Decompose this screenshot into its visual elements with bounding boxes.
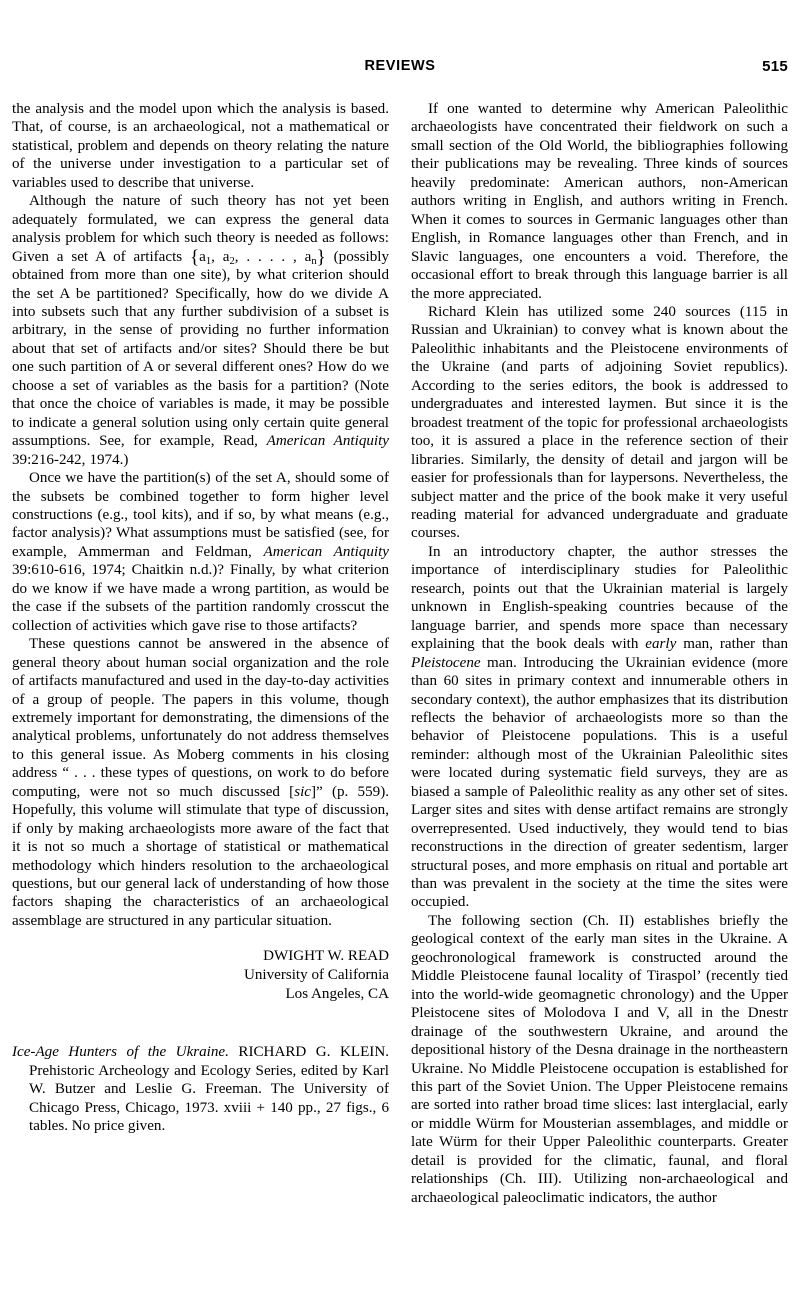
page-title: REVIEWS [364,58,436,74]
paragraph-text: The following section (Ch. II) establishes briefly the geological context of the early man sites in the Ukraine. A geochronological framework is constructed around the Middle Pleistocene faunal locality of Tiraspol’ (recently tied into the world-wide geomagnetic chronology) and the Upper Pleistocene sites of Molodova I and V, all in the Dnestr drainage of the southwestern Ukraine, and around the depositional history of the Desna drainage in the northeastern Ukraine. No Middle Pleistocene occupation is established for this part of the Soviet Union. The Upper Pleistocene remains are sorted into rather broad time slices: last interglacial, early or middle Würm for Mousterian assemblages, and middle or late Würm for their Upper Paleolithic counterparts. Greater detail is provided for the climatic, faunal, and floral relationships (Ch. III). Utilizing non-archaeological and archaeological paleoclimatic indicators, the author [411,912,788,1206]
running-head [12,58,788,76]
subscript-2: 2 [229,255,235,267]
two-column-body [12,100,788,1207]
subscript-n: n [311,255,317,267]
review-signature [12,947,389,1003]
paragraph-text-part: Once we have the partition(s) of the set A, should some of the subsets be combined together to form higher level constructions (e.g., tool kits), and if so, by what means (e.g., factor analysis)? What assumptions must be satisfied (see, for example, Ammerman and Feldman, [12,470,389,560]
emphasis-early: early [645,636,677,653]
sic-annotation: sic [294,783,311,800]
paragraph [12,635,389,930]
paragraph [411,543,788,912]
signature-location: Los Angeles, CA [285,985,389,1002]
paragraph [411,303,788,543]
paragraph-text-part: 39:610-616, 1974; Chaitkin n.d.)? Finally, by what criterion do we know if we have made a wrong partition, as would be the case if the subsets of the partition randomly crosscut the collection of activities which gave rise to those artifacts? [12,562,389,634]
citation-journal-title: American Antiquity [266,433,389,450]
paragraph [411,912,788,1207]
right-column [411,100,788,1207]
paragraph-text-part: These questions cannot be answered in the absence of general theory about human social organization and the role of artifacts manufactured and used in the day-to-day activities of a group of people. The papers in this volume, though extremely important for demonstrating, the dimensions of the analytical problems, unfortunately do not address themselves to this general issue. As Moberg comments in his closing address “ . . . these types of questions, on work to do before computing, were not so much discussed [ [12,636,389,800]
paragraph-text-part: In an introductory chapter, the author stresses the importance of interdisciplinary studies for Paleolithic research, points out that the Ukrainian material is largely unknown in English-speaking countries because of the language barrier, and spends more space than necessary explaining that the book deals with [411,543,788,653]
open-brace-glyph: { [190,246,200,268]
set-ellipsis: , . . . . , a [234,248,312,265]
citation-journal-title: American Antiquity [263,543,389,560]
set-element-a1: a [199,248,206,265]
book-citation-entry [12,1043,389,1135]
paragraph-text-part: (possibly obtained from more than one site), by what criterion should the set A be partitioned? Specifically, how do we divide A into subsets such that any further subdivision of a subset is arbitrary, in the sense of providing no further information about that set of artifacts and/or sites? Should there be but one such partition of A or several different ones? How do we choose a set of variables as the basis for a partition? (Note that once the choice of variables is made, it may be possible to indicate a general solution using only certain quite general assumptions. See, for example, Read, [12,248,389,450]
paragraph-text: If one wanted to determine why American Paleolithic archaeologists have concentrated their fieldwork on such a small section of the Old World, the bibliographies following their publications may be revealing. Three kinds of sources heavily predominate: American authors, non-American authors writing in English, and authors writing in French. When it comes to sources in Germanic languages other than English, in Romance languages other than French, and in Slavic languages, one encounters a void. Therefore, the occasional effort to break through this language barrier is all the more appreciated. [411,101,788,302]
paragraph-with-set-notation [12,192,389,469]
close-brace-glyph: } [316,246,326,268]
paragraph-text-part: Although the nature of such theory has not yet been adequately formulated, we can express the general data analysis problem for which such theory is needed as follows: Given a set A of artifacts [12,193,389,265]
paragraph-text-part: man. Introducing the Ukrainian evidence (more than 60 sites in primary context and innumerable others in secondary context), the author emphasizes that its distribution reflects the behavior of archaeologists more so than the behavior of Pleistocene populations. This is a useful reminder: although most of the Ukrainian Paleolithic sites were located during systematic field surveys, they are as biased a sample of Paleolithic reality as any other set of sites. Larger sites and sites with dense artifact remains are strongly overrepresented. Used inductively, they would tend to bias reconstructions in the direction of greater sedentism, larger structural poses, and more emphasis on ritual and portable art than was prevalent in the society at the time the sites were occupied. [411,654,788,911]
left-column [12,100,389,1207]
paragraph [12,100,389,192]
set-notation [190,246,326,268]
subscript-1: 1 [205,255,212,267]
paragraph-text: Richard Klein has utilized some 240 sources (115 in Russian and Ukrainian) to convey what is known about the Paleolithic inhabitants and the Pleistocene environments of the Ukraine (and parts of adjoining Soviet republics). According to the series editors, the book is addressed to undergraduates and interested laymen. But since it is the broadest treatment of the topic for professional archaeologists too, it is assured a place in the reference section of their libraries. Similarly, the density of detail and jargon will be easier for professionals than for laypersons. Nevertheless, the subject matter and the price of the book make it very useful reading material for advanced undergraduate and graduate courses. [411,303,788,542]
paragraph [411,100,788,303]
paragraph [12,469,389,635]
emphasis-pleistocene: Pleistocene [411,654,481,671]
set-separator: , a [211,248,230,265]
paragraph-text-part: ]” (p. 559). Hopefully, this volume will stimulate that type of discussion, if only by making archaeologists more aware of the fact that it is not so much a shortage of statistical or mathematical methodology which hinders resolution to the archaeological questions, but our general lack of understanding of how those factors shaping the characteristics of an archaeological assemblage are structured in any particular situation. [12,783,389,929]
signature-author: DWIGHT W. READ [263,948,389,965]
citation-volume-pages: 39:216-242, 1974.) [12,451,129,468]
book-title: Ice-Age Hunters of the Ukraine. [12,1044,229,1061]
book-citation-details: RICHARD G. KLEIN. Prehistoric Archeology and Ecology Series, edited by Karl W. Butzer and Leslie G. Freeman. The University of Chicago Press, Chicago, 1973. xviii + 140 pp., 27 figs., 6 tables. No price given. [29,1044,389,1134]
paragraph-text-part: man, rather than [676,636,788,653]
page-number: 515 [762,58,788,75]
paragraph-text: the analysis and the model upon which the analysis is based. That, of course, is an archaeological, not a mathematical or statistical, problem and depends on theory relating the nature of the universe under investigation to a particular set of variables used to describe that universe. [12,101,389,191]
signature-affiliation: University of California [243,966,389,983]
